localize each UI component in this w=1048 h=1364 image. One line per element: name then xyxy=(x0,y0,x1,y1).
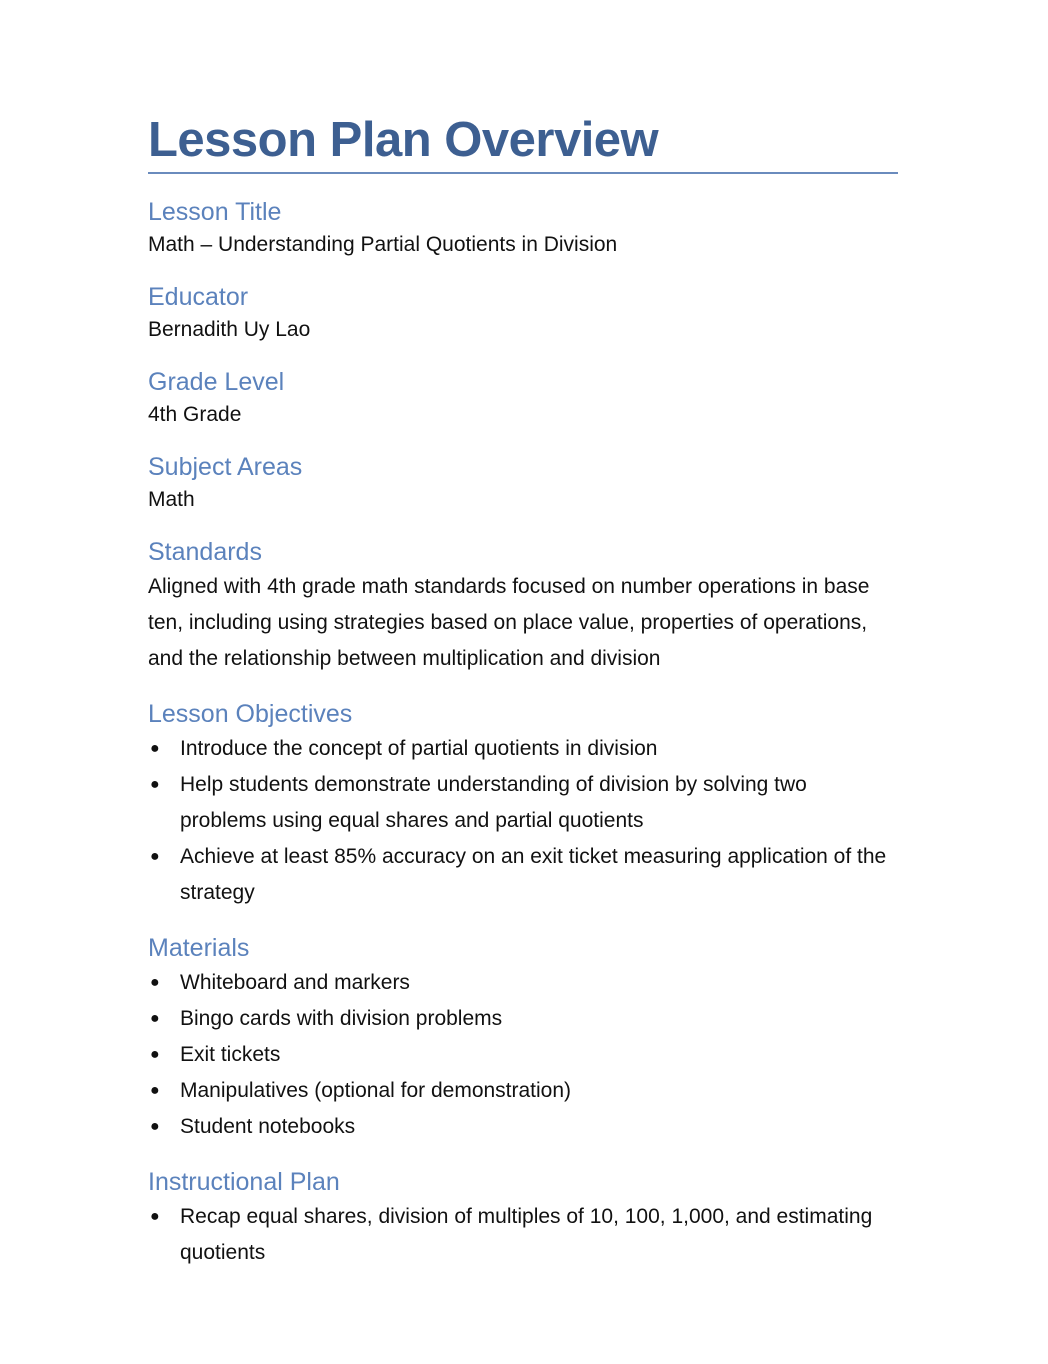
list-item-text: Recap equal shares, division of multiples of 10, 100, 1,000, and estimating quotients xyxy=(180,1205,873,1264)
section-text: Math xyxy=(148,488,195,511)
list-item-text: Bingo cards with division problems xyxy=(180,1007,503,1030)
bullet-icon: ● xyxy=(150,1010,160,1027)
list-item xyxy=(148,1001,898,1037)
list-item-text: Whiteboard and markers xyxy=(180,971,410,994)
instructional-plan-list xyxy=(148,1199,898,1271)
section-educator xyxy=(148,282,898,345)
list-item-text: Introduce the concept of partial quotients in division xyxy=(180,737,658,760)
bullet-icon: ● xyxy=(150,1208,160,1225)
section-standards xyxy=(148,537,898,677)
list-item-text: Student notebooks xyxy=(180,1115,356,1138)
section-heading: Standards xyxy=(148,538,262,566)
list-item xyxy=(148,839,898,911)
section-text: Math – Understanding Partial Quotients in Division xyxy=(148,233,618,256)
section-text: Bernadith Uy Lao xyxy=(148,318,311,341)
section-subject-areas xyxy=(148,452,898,515)
list-item xyxy=(148,1037,898,1073)
page-title: Lesson Plan Overview xyxy=(148,113,659,167)
list-item-text: Help students demonstrate understanding of division by solving two problems using equal shares and partial quotients xyxy=(180,773,807,832)
list-item xyxy=(148,965,898,1001)
section-heading: Educator xyxy=(148,283,249,311)
bullet-icon: ● xyxy=(150,974,160,991)
section-materials xyxy=(148,933,898,1145)
section-heading: Lesson Title xyxy=(148,198,282,226)
list-item-text: Achieve at least 85% accuracy on an exit ticket measuring application of the strategy xyxy=(180,845,887,904)
list-item xyxy=(148,1073,898,1109)
section-text: Aligned with 4th grade math standards focused on number operations in base ten, including using strategies based on place value, properties of operations, and the relationship between multiplication and division xyxy=(148,575,870,670)
bullet-icon: ● xyxy=(150,740,160,757)
list-item xyxy=(148,731,898,767)
list-item xyxy=(148,1199,898,1271)
section-lesson-title xyxy=(148,197,898,260)
section-heading: Instructional Plan xyxy=(148,1168,340,1196)
bullet-icon: ● xyxy=(150,1118,160,1135)
materials-list xyxy=(148,965,898,1145)
bullet-icon: ● xyxy=(150,776,160,793)
section-heading: Materials xyxy=(148,934,250,962)
section-lesson-objectives xyxy=(148,699,898,911)
section-instructional-plan xyxy=(148,1167,898,1271)
bullet-icon: ● xyxy=(150,1046,160,1063)
section-grade-level xyxy=(148,367,898,430)
section-text: 4th Grade xyxy=(148,403,242,426)
section-heading: Lesson Objectives xyxy=(148,700,353,728)
list-item-text: Exit tickets xyxy=(180,1043,281,1066)
bullet-icon: ● xyxy=(150,848,160,865)
list-item-text: Manipulatives (optional for demonstration) xyxy=(180,1079,572,1102)
section-heading: Grade Level xyxy=(148,368,285,396)
title-divider xyxy=(148,172,898,174)
document-page xyxy=(148,110,898,1271)
objectives-list xyxy=(148,731,898,911)
list-item xyxy=(148,1109,898,1145)
section-heading: Subject Areas xyxy=(148,453,303,481)
list-item xyxy=(148,767,898,839)
bullet-icon: ● xyxy=(150,1082,160,1099)
